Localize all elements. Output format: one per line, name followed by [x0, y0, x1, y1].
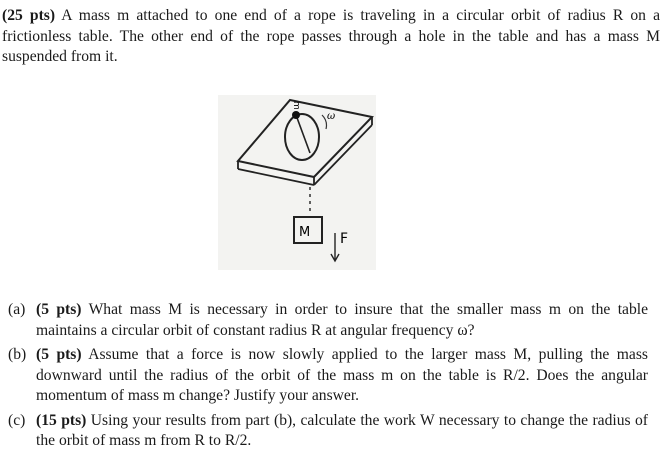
- part-c-label: (c): [8, 411, 26, 429]
- part-a: [8, 300, 648, 341]
- omega-label: ω: [327, 111, 336, 122]
- table-edge-front: [238, 169, 314, 185]
- small-mass-label: m: [291, 101, 301, 110]
- problem-statement: [2, 6, 660, 68]
- small-mass-dot: [292, 111, 300, 119]
- part-a-text: What mass M is necessary in order to insure that the smaller mass m on the table maintains a circular orbit of constant radius R at angular frequency ω?: [36, 301, 648, 339]
- part-b: [8, 345, 648, 407]
- omega-arrow: [322, 115, 327, 129]
- table-figure: [218, 95, 376, 270]
- table-sketch: [218, 95, 376, 270]
- problem-points: (25 pts): [2, 7, 56, 24]
- part-a-points: (5 pts): [36, 301, 82, 318]
- part-b-label: (b): [8, 346, 27, 363]
- part-c: [8, 411, 648, 452]
- part-c-points: (15 pts): [36, 411, 87, 429]
- table-edge-back: [314, 125, 372, 185]
- parts-list: [8, 300, 648, 456]
- part-c-text: Using your results from part (b), calculate the work W necessary to change the radius of the orbit of mass m from R to R/2.: [36, 411, 648, 449]
- hanging-mass-label: M: [299, 225, 311, 240]
- rope-on-table: [296, 115, 310, 153]
- part-a-label: (a): [8, 301, 26, 318]
- part-b-text: Assume that a force is now slowly applied to the larger mass M, pulling the mass downward until the radius of the orbit of the mass m on the table is R/2. Does the angular momentum of mass m change? Justify your answer.: [36, 346, 648, 404]
- force-label: F: [340, 231, 349, 247]
- problem-text: A mass m attached to one end of a rope is traveling in a circular orbit of radius R on a frictionless table. The other end of the rope passes through a hole in the table and has a mass M suspended from it.: [2, 7, 660, 65]
- orbit-circle: [285, 114, 319, 160]
- part-b-points: (5 pts): [36, 346, 82, 363]
